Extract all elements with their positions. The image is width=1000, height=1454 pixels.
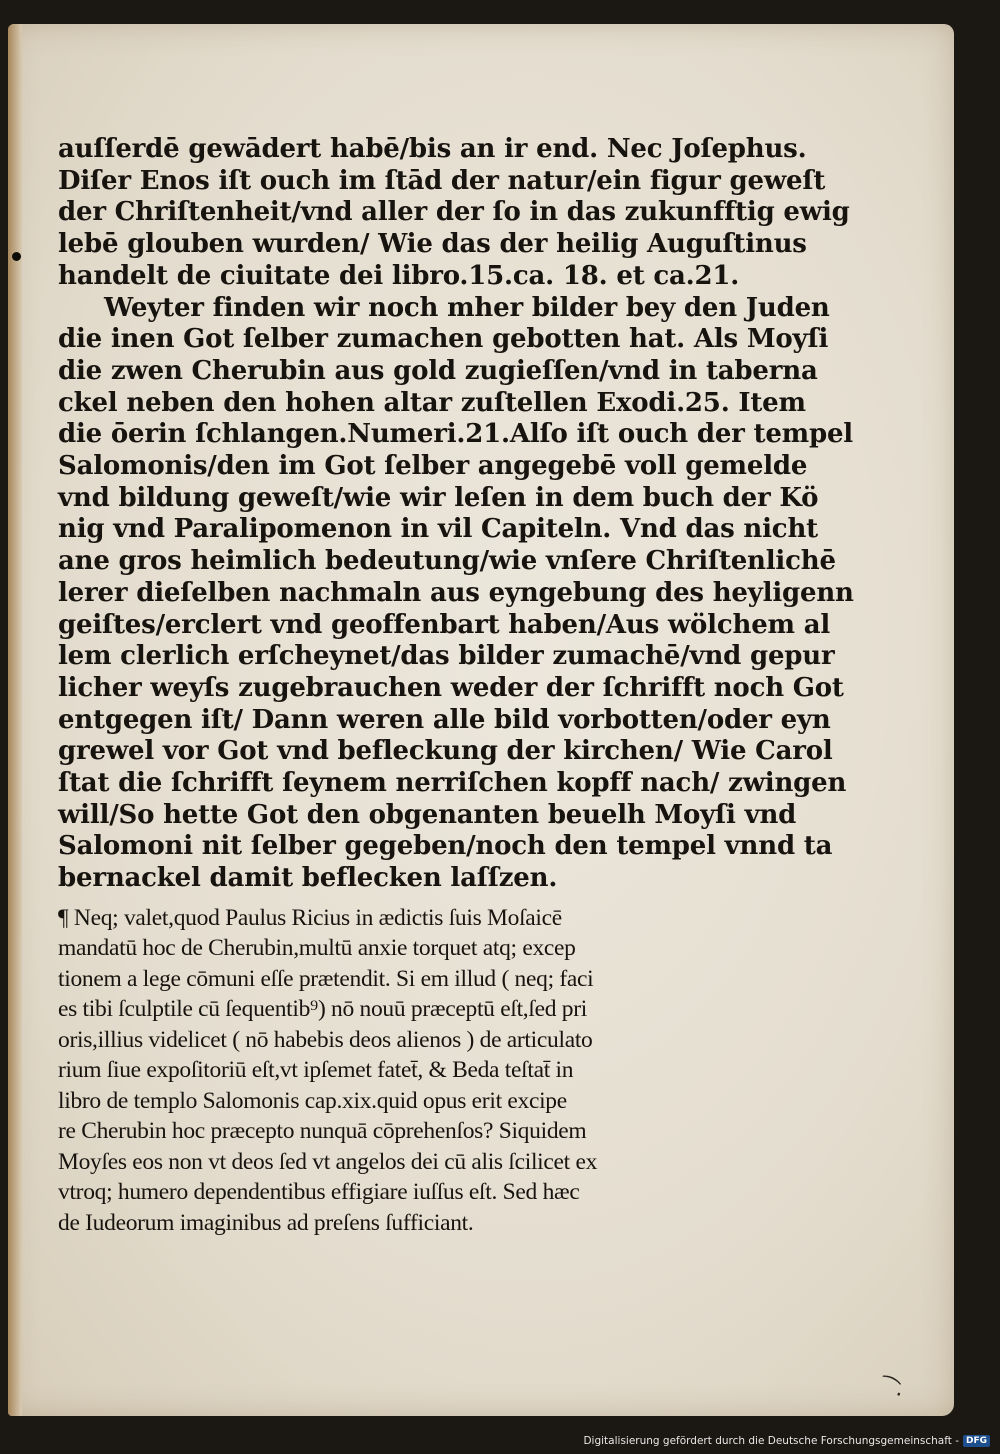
text-line: handelt de ciuitate dei libro.15.ca. 18. et ca.21. xyxy=(58,260,740,291)
text-line: oris,illius videlicet ( nō habebis deos alienos ) de articulato xyxy=(58,1026,593,1053)
text-line: de Iudeorum imaginibus ad preſens ſufficiant. xyxy=(58,1209,474,1236)
text-line: Weyter finden wir noch mher bilder bey den Juden xyxy=(104,292,830,323)
text-line: grewel vor Got vnd befleckung der kirchen/ Wie Carol xyxy=(58,736,833,767)
text-line: der Chriſtenheit/vnd aller der ſo in das zukunfftig ewig xyxy=(58,197,850,228)
dfg-logo: DFG xyxy=(963,1435,990,1447)
book-page xyxy=(8,24,954,1416)
text-line: entgegen iſt/ Dann weren alle bild vorbotten/oder eyn xyxy=(58,704,831,735)
text-line: libro de templo Salomonis cap.xix.quid opus erit excipe xyxy=(58,1087,567,1114)
text-line: bernackel damit beflecken laſſzen. xyxy=(58,863,558,894)
page-binding-edge xyxy=(8,24,22,1416)
text-line: geiſtes/erclert vnd geoffenbart haben/Aus wölchem al xyxy=(58,609,831,640)
text-line: lebē glouben wurden/ Wie das der heilig Auguſtinus xyxy=(58,229,807,260)
corner-pencil-mark: ⁀· xyxy=(873,1374,907,1409)
page-text xyxy=(58,134,854,1238)
german-text-block xyxy=(58,134,854,895)
text-line: die zwen Cherubin aus gold zugieſſen/vnd in taberna xyxy=(58,355,818,386)
footer-credit: Digitalisierung gefördert durch die Deutsche Forschungsgemeinschaft - xyxy=(583,1435,959,1447)
text-line: die inen Got ſelber zumachen gebotten hat. Als Moyſi xyxy=(58,324,829,355)
text-line: Moyſes eos non vt deos ſed vt angelos dei cū alis ſcilicet ex xyxy=(58,1148,598,1175)
text-line: Salomoni nit ſelber gegeben/noch den tempel vnnd ta xyxy=(58,831,833,862)
text-line: Diſer Enos iſt ouch im ſtād der natur/ein figur geweſt xyxy=(58,165,826,196)
text-line: licher weyſs zugebrauchen weder der ſchrifft noch Got xyxy=(58,672,844,703)
text-line: lem clerlich erſcheynet/das bilder zumachē/vnd gepur xyxy=(58,641,835,672)
text-line: ¶ Neq; valet,quod Paulus Ricius in ædictis ſuis Moſaicē xyxy=(58,904,562,931)
text-line: ane gros heimlich bedeutung/wie vnſere Chriſtenlichē xyxy=(58,546,836,577)
ink-dot-mark xyxy=(12,252,21,261)
latin-text-block xyxy=(58,903,818,1239)
text-line: mandatū hoc de Cherubin,multū anxie torquet atq; excep xyxy=(58,935,576,962)
text-line: nig vnd Paralipomenon in vil Capiteln. Vnd das nicht xyxy=(58,514,818,545)
text-line: ſtat die ſchrifft ſeynem nerriſchen kopff nach/ zwingen xyxy=(58,768,847,799)
text-line: rium ſiue expoſitoriū eſt,vt ipſemet fatet̄, & Beda teſtat̄ in xyxy=(58,1057,574,1084)
text-line: tionem a lege cōmuni eſſe prætendit. Si em illud ( neq; faci xyxy=(58,965,594,992)
text-line: auſſerdē gewādert habē/bis an ir end. Nec Joſephus. xyxy=(58,134,807,164)
text-line: es tibi ſculptile cū ſequentib⁹) nō nouū præceptū eſt,ſed pri xyxy=(58,996,587,1023)
text-line: vnd bildung geweſt/wie wir leſen in dem buch der Kö xyxy=(58,482,819,513)
digitization-footer xyxy=(583,1432,990,1450)
text-line: ckel neben den hohen altar zuſtellen Exodi.25. Item xyxy=(58,387,806,418)
text-line: Salomonis/den im Got ſelber angegebē voll gemelde xyxy=(58,451,808,482)
text-line: vtroq; humero dependentibus effigiare iuſſus eſt. Sed hæc xyxy=(58,1179,580,1206)
text-line: re Cherubin hoc præcepto nunquā cōprehenſos? Siquidem xyxy=(58,1118,587,1145)
text-line: die ōerin ſchlangen.Numeri.21.Alſo iſt ouch der tempel xyxy=(58,419,853,450)
text-line: will/So hette Got den obgenanten beuelh Moyſi vnd xyxy=(58,799,797,830)
text-line: lerer dieſelben nachmaln aus eyngebung des heyligenn xyxy=(58,577,854,608)
